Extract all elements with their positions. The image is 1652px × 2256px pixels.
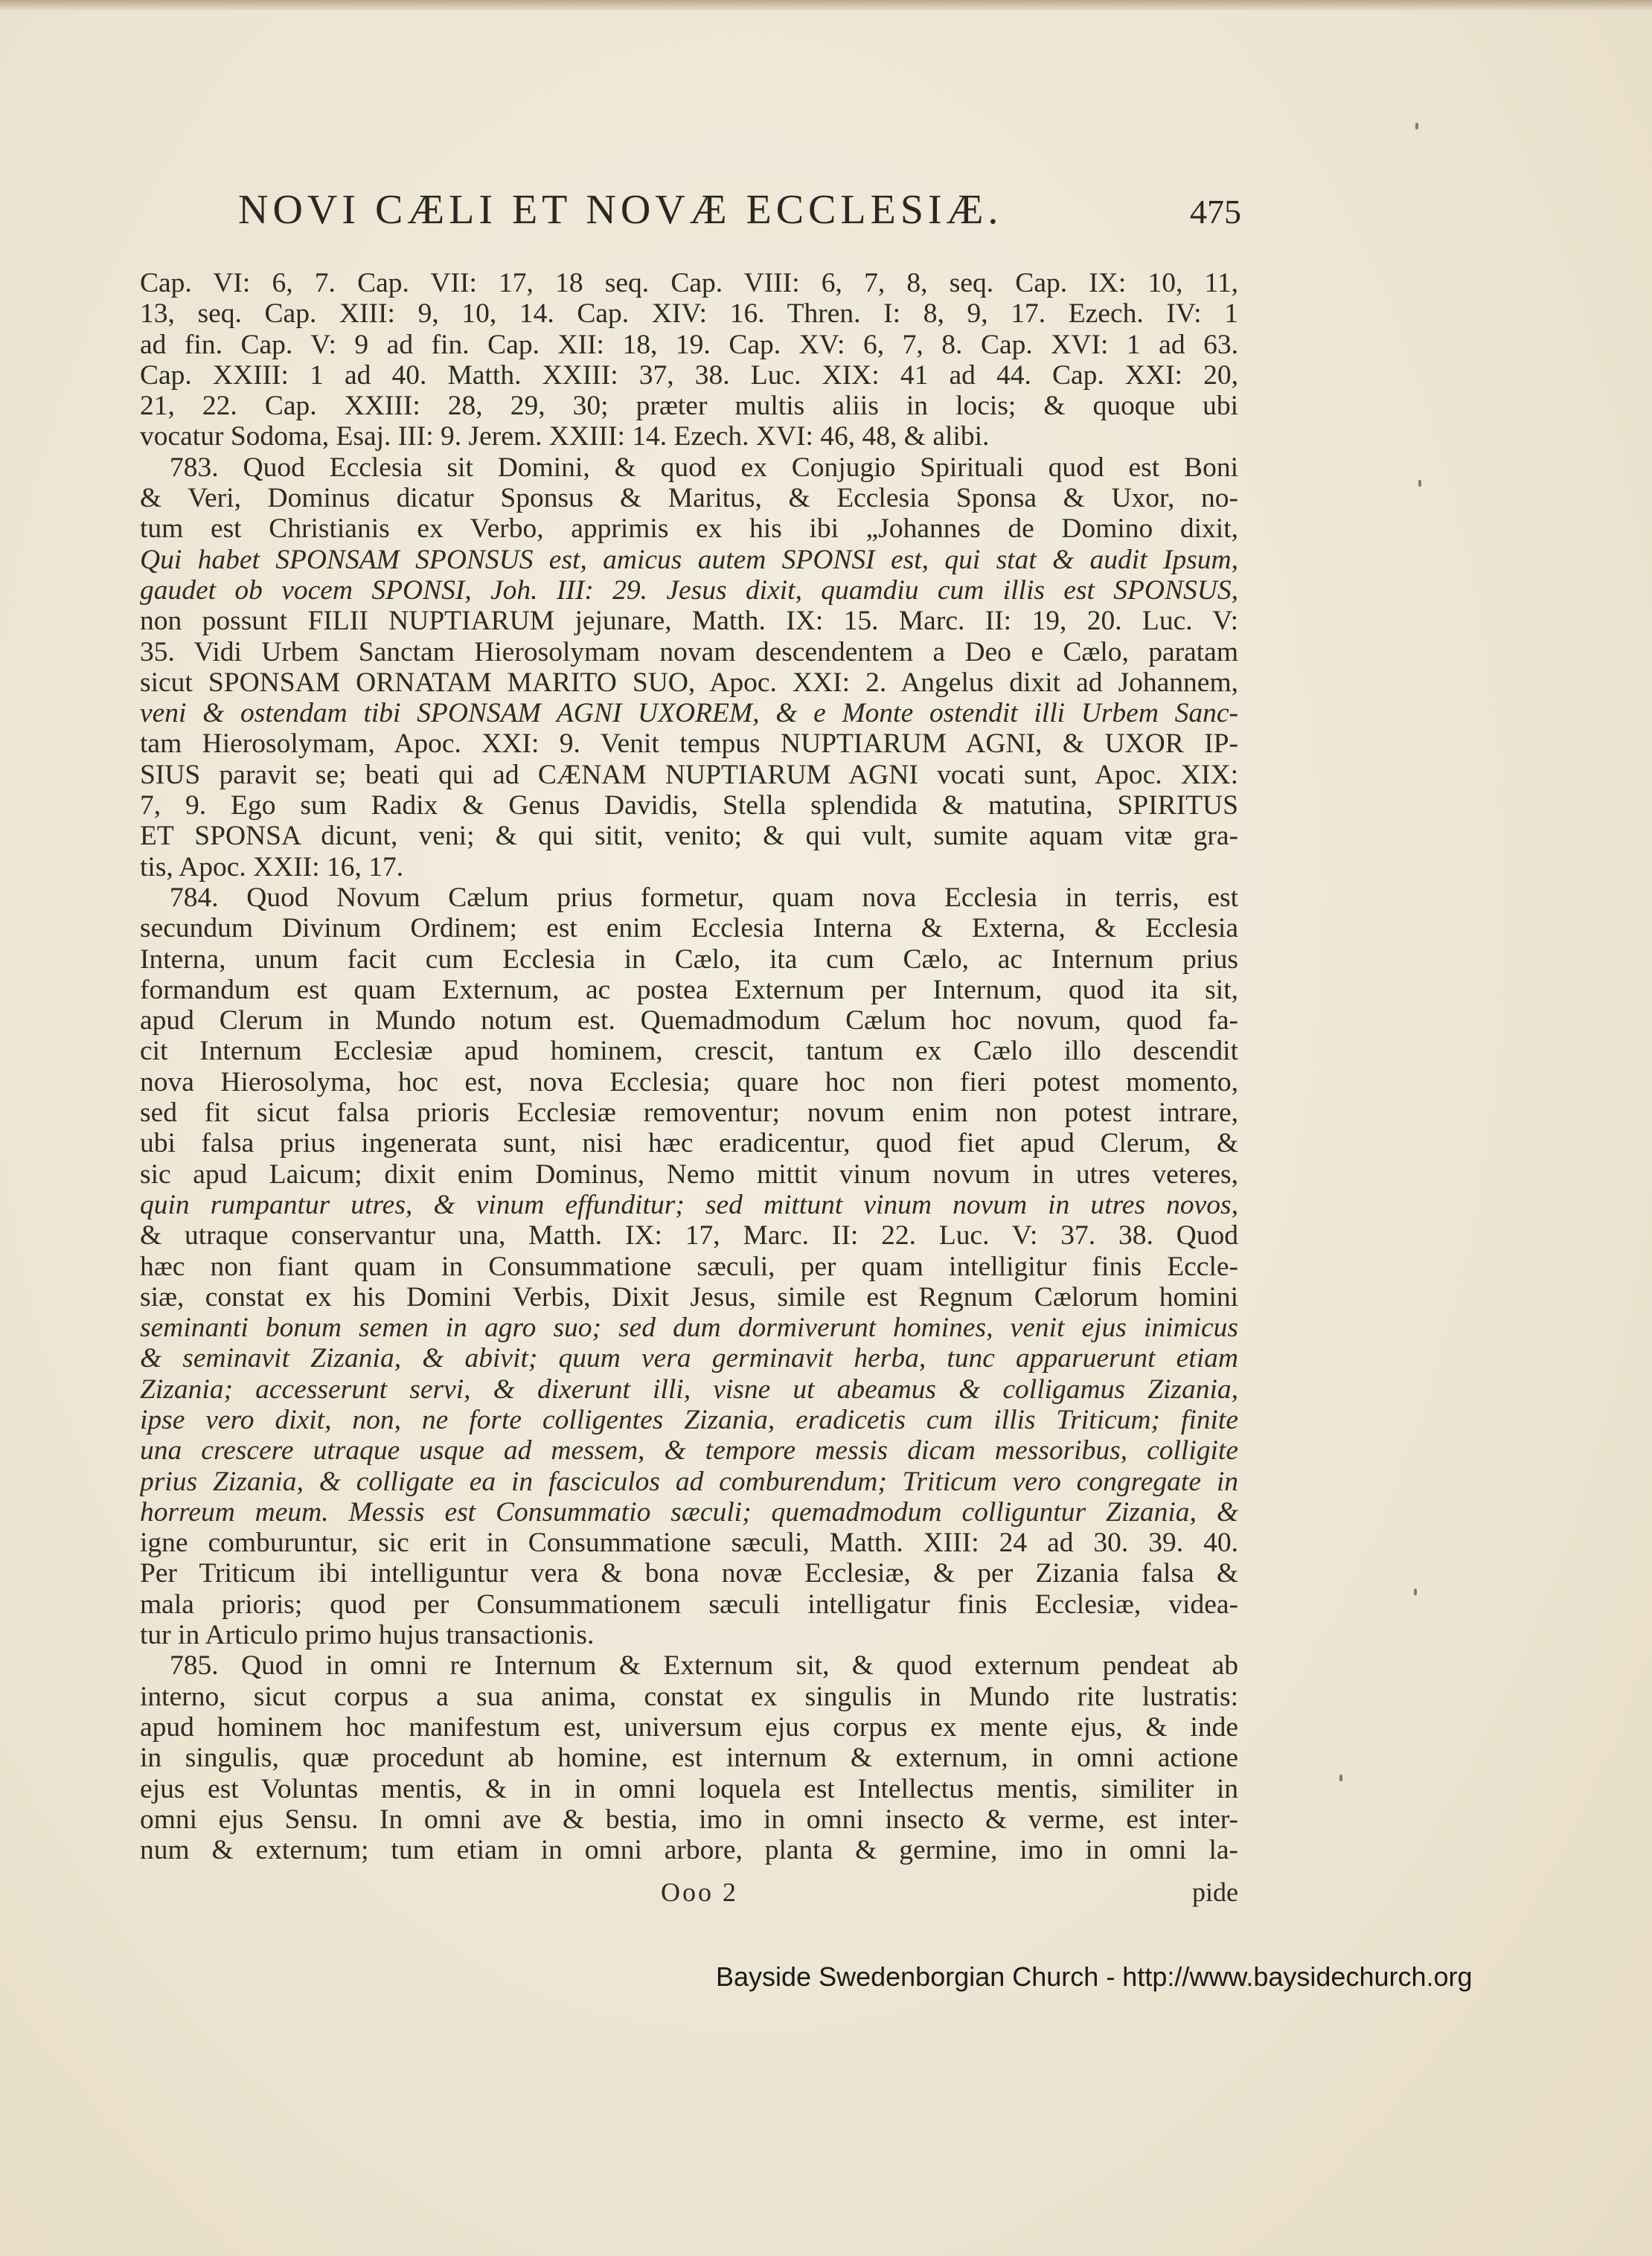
text-line: quin rumpantur utres, & vinum effunditur; sed mittunt vinum novum in utres novos, — [140, 1189, 1238, 1220]
text-line: igne comburuntur, sic erit in Consummatione sæculi, Matth. XIII: 24 ad 30. 39. 40. — [140, 1528, 1238, 1559]
text-line: num & externum; tum etiam in omni arbore, planta & germine, imo in omni la- — [140, 1835, 1238, 1866]
paper-speck — [1418, 480, 1421, 487]
text-line: ubi falsa prius ingenerata sunt, nisi hæc eradicentur, quod fiet apud Clerum, & — [140, 1128, 1238, 1159]
text-line: omni ejus Sensu. In omni ave & bestia, imo in omni insecto & verme, est inter- — [140, 1804, 1238, 1835]
text-line: nova Hierosolyma, hoc est, nova Ecclesia; quare hoc non fieri potest momento, — [140, 1066, 1238, 1097]
text-line: una crescere utraque usque ad messem, & tempore messis dicam messoribus, colligite — [140, 1435, 1238, 1467]
text-line: apud Clerum in Mundo notum est. Quemadmodum Cælum hoc novum, quod fa- — [140, 1005, 1238, 1036]
text-line: interno, sicut corpus a sua anima, constat ex singulis in Mundo rite lustratis: — [140, 1681, 1238, 1712]
paragraph-784-start: 784. Quod Novum Cælum prius formetur, quam nova Ecclesia in terris, est — [170, 882, 1238, 913]
signature-mark: Ooo 2 — [661, 1877, 738, 1907]
paragraph-783-start: 783. Quod Ecclesia sit Domini, & quod ex Conjugio Spirituali quod est Boni — [170, 452, 1238, 483]
text-line: ad fin. Cap. V: 9 ad fin. Cap. XII: 18, 19. Cap. XV: 6, 7, 8. Cap. XVI: 1 ad 63. — [140, 329, 1238, 360]
text-line: Cap. VI: 6, 7. Cap. VII: 17, 18 seq. Cap. VIII: 6, 7, 8, seq. Cap. IX: 10, 11, — [140, 268, 1238, 298]
text-line: & Veri, Dominus dicatur Sponsus & Maritus, & Ecclesia Sponsa & Uxor, no- — [140, 483, 1238, 514]
text-line: tis, Apoc. XXII: 16, 17. — [140, 851, 404, 882]
text-line: non possunt FILII NUPTIARUM jejunare, Matth. IX: 15. Marc. II: 19, 20. Luc. V: — [140, 606, 1238, 637]
text-line: prius Zizania, & colligate ea in fasciculos ad comburendum; Triticum vero congregate in — [140, 1466, 1238, 1497]
text-line: formandum est quam Externum, ac postea Externum per Internum, quod ita sit, — [140, 974, 1238, 1005]
text-line: 13, seq. Cap. XIII: 9, 10, 14. Cap. XIV: 16. Thren. I: 8, 9, 17. Ezech. IV: 1 — [140, 298, 1238, 330]
text-line: veni & ostendam tibi SPONSAM AGNI UXOREM, & e Monte ostendit illi Urbem Sanc- — [140, 698, 1238, 729]
text-line: Qui habet SPONSAM SPONSUS est, amicus autem SPONSI est, qui stat & audit Ipsum, — [140, 544, 1238, 575]
page-number: 475 — [1190, 193, 1241, 231]
text-line: ET SPONSA dicunt, veni; & qui sitit, venito; & qui vult, sumite aquam vitæ gra- — [140, 821, 1238, 852]
paper-speck — [1415, 123, 1418, 129]
text-line: tum est Christianis ex Verbo, apprimis ex his ibi „Johannes de Domino dixit, — [140, 513, 1238, 545]
text-line: Interna, unum facit cum Ecclesia in Cælo, ita cum Cælo, ac Internum prius — [140, 943, 1238, 975]
text-line: vocatur Sodoma, Esaj. III: 9. Jerem. XXIII: 14. Ezech. XVI: 46, 48, & alibi. — [140, 421, 990, 452]
page-header — [141, 186, 1243, 253]
text-line: ejus est Voluntas mentis, & in in omni loquela est Intellectus mentis, similiter in — [140, 1773, 1238, 1804]
text-line: Per Triticum ibi intelliguntur vera & bona novæ Ecclesiæ, & per Zizania falsa & — [140, 1558, 1238, 1589]
text-line: siæ, constat ex his Domini Verbis, Dixit Jesus, simile est Regnum Cælorum homini — [140, 1281, 1238, 1313]
text-line: 21, 22. Cap. XXIII: 28, 29, 30; præter multis aliis in locis; & quoque ubi — [140, 391, 1238, 422]
paper-speck — [1339, 1775, 1342, 1781]
text-line: sicut SPONSAM ORNATAM MARITO SUO, Apoc. XXI: 2. Angelus dixit ad Johannem, — [140, 667, 1238, 698]
text-line: & seminavit Zizania, & abivit; quum vera germinavit herba, tunc apparuerunt etiam — [140, 1343, 1238, 1374]
text-line: SIUS paravit se; beati qui ad CÆNAM NUPTIARUM AGNI vocati sunt, Apoc. XIX: — [140, 759, 1238, 790]
text-line: Cap. XXIII: 1 ad 40. Matth. XXIII: 37, 38. Luc. XIX: 41 ad 44. Cap. XXI: 20, — [140, 359, 1238, 391]
page-top-edge — [0, 0, 1652, 10]
paper-speck — [1414, 1589, 1417, 1595]
text-line: gaudet ob vocem SPONSI, Joh. III: 29. Jesus dixit, quamdiu cum illis est SPONSUS, — [140, 574, 1238, 606]
page-footer — [140, 1877, 1238, 1909]
text-line: ipse vero dixit, non, ne forte colligentes Zizania, eradicetis cum illis Triticum; finite — [140, 1404, 1238, 1435]
source-credit: Bayside Swedenborgian Church - http://www.baysidechurch.org — [716, 1961, 1473, 1992]
text-line: in singulis, quæ procedunt ab homine, est internum & externum, in omni actione — [140, 1743, 1238, 1774]
text-line: 7, 9. Ego sum Radix & Genus Davidis, Stella splendida & matutina, SPIRITUS — [140, 790, 1238, 821]
text-line: hæc non fiant quam in Consummatione sæculi, per quam intelligitur finis Eccle- — [140, 1251, 1238, 1282]
text-line: sic apud Laicum; dixit enim Dominus, Nemo mittit vinum novum in utres veteres, — [140, 1159, 1238, 1190]
catchword: pide — [1192, 1877, 1238, 1907]
text-line: Zizania; accesserunt servi, & dixerunt illi, visne ut abeamus & colligamus Zizania, — [140, 1374, 1238, 1405]
text-line: tam Hierosolymam, Apoc. XXI: 9. Venit tempus NUPTIARUM AGNI, & UXOR IP- — [140, 728, 1238, 760]
text-line: & utraque conservantur una, Matth. IX: 17, Marc. II: 22. Luc. V: 37. 38. Quod — [140, 1220, 1238, 1252]
text-line: mala prioris; quod per Consummationem sæculi intelligatur finis Ecclesiæ, videa- — [140, 1589, 1238, 1620]
text-line: horreum meum. Messis est Consummatio sæculi; quemadmodum colliguntur Zizania, & — [140, 1496, 1238, 1528]
running-title: NOVI CÆLI ET NOVÆ ECCLESIÆ. — [238, 187, 1003, 233]
text-line: secundum Divinum Ordinem; est enim Ecclesia Interna & Externa, & Ecclesia — [140, 913, 1238, 944]
body-text — [140, 268, 1238, 1865]
text-line: sed fit sicut falsa prioris Ecclesiæ removentur; novum enim non potest intrare, — [140, 1097, 1238, 1129]
text-line: apud hominem hoc manifestum est, universum ejus corpus ex mente ejus, & inde — [140, 1711, 1238, 1743]
text-line: tur in Articulo primo hujus transactionis. — [140, 1620, 595, 1651]
text-line: cit Internum Ecclesiæ apud hominem, crescit, tantum ex Cælo illo descendit — [140, 1036, 1238, 1067]
text-line: seminanti bonum semen in agro suo; sed dum dormiverunt homines, venit ejus inimicus — [140, 1313, 1238, 1344]
text-line: 35. Vidi Urbem Sanctam Hierosolymam novam descendentem a Deo e Cælo, paratam — [140, 636, 1238, 667]
paragraph-785-start: 785. Quod in omni re Internum & Externum sit, & quod externum pendeat ab — [170, 1650, 1238, 1682]
